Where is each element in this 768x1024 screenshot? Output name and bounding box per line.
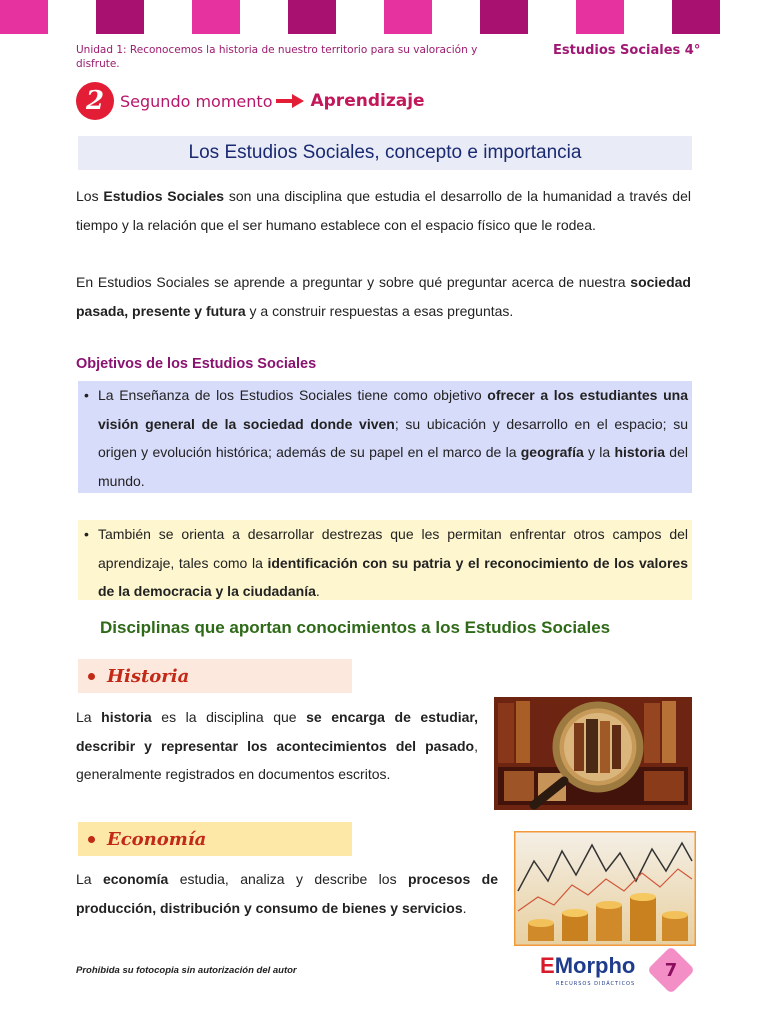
coins-stock-chart-image	[514, 831, 696, 946]
economy-paragraph: La economía estudia, analiza y describe los procesos de producción, distribución y consumo de bienes y servicios.	[76, 871, 498, 916]
economy-section-label: Economía	[78, 822, 352, 856]
subject-header: Estudios Sociales 4°	[553, 43, 701, 58]
band-segment	[528, 0, 576, 34]
moment-label: Segundo momento	[120, 91, 273, 111]
band-segment	[480, 0, 528, 34]
bullet-dot-icon	[88, 673, 95, 680]
page-title: Los Estudios Sociales, concepto e importancia	[188, 142, 582, 163]
moment-title: Aprendizaje	[310, 91, 425, 111]
band-segment	[192, 0, 240, 34]
band-segment	[288, 0, 336, 34]
band-segment	[0, 0, 48, 34]
intro-paragraph-1: Los Estudios Sociales son una disciplina que estudia el desarrollo de la humanidad a través del tiempo y la relación que el ser humano establece con el espacio físico que le rodea.	[76, 188, 691, 233]
moment-heading	[76, 82, 425, 120]
moment-number-badge: 2	[76, 82, 114, 120]
history-paragraph: La historia es la disciplina que se encarga de estudiar, describir y representar los acontecimientos del pasado, generalmente registrados en documentos escritos.	[76, 709, 479, 782]
band-segment	[720, 0, 768, 34]
band-segment	[624, 0, 672, 34]
page-title-box	[78, 136, 692, 170]
arrow-right-icon	[276, 93, 306, 109]
intro-paragraph-2: En Estudios Sociales se aprende a preguntar y sobre qué preguntar acerca de nuestra sociedad pasada, presente y futura y a construir respuestas a esas preguntas.	[76, 274, 691, 319]
objective-bullet-2: • También se orienta a desarrollar destrezas que les permitan enfrentar otros campos del aprendizaje, tales como la identificación con su patria y el reconocimiento de los valores de la democracia y la ciudadanía.	[78, 520, 692, 600]
band-segment	[144, 0, 192, 34]
band-segment	[336, 0, 384, 34]
page-number-badge: 7	[651, 950, 691, 990]
band-segment	[48, 0, 96, 34]
band-segment	[240, 0, 288, 34]
magnifying-glass-books-image	[494, 697, 692, 810]
band-segment	[432, 0, 480, 34]
band-segment	[576, 0, 624, 34]
band-segment	[672, 0, 720, 34]
band-segment	[96, 0, 144, 34]
morpho-logo: EMorpho RECURSOS DIDÁCTICOS	[540, 953, 636, 987]
band-segment	[384, 0, 432, 34]
history-section-label: Historia	[78, 659, 352, 693]
objectives-heading: Objetivos de los Estudios Sociales	[76, 356, 317, 372]
disciplines-heading: Disciplinas que aportan conocimientos a los Estudios Sociales	[100, 618, 611, 637]
objective-bullet-1: • La Enseñanza de los Estudios Sociales tiene como objetivo ofrecer a los estudiantes una visión general de la sociedad donde viven; su ubicación y desarrollo en el espacio; su origen y evolución histórica; además de su papel en el marco de la geografía y la historia del mundo.	[78, 381, 692, 493]
copyright-note: Prohibida su fotocopia sin autorización del autor	[76, 965, 297, 976]
bullet-dot-icon	[88, 836, 95, 843]
top-decorative-band	[0, 0, 768, 34]
unit-header: Unidad 1: Reconocemos la historia de nuestro territorio para su valoración y disfrute.	[76, 44, 478, 70]
